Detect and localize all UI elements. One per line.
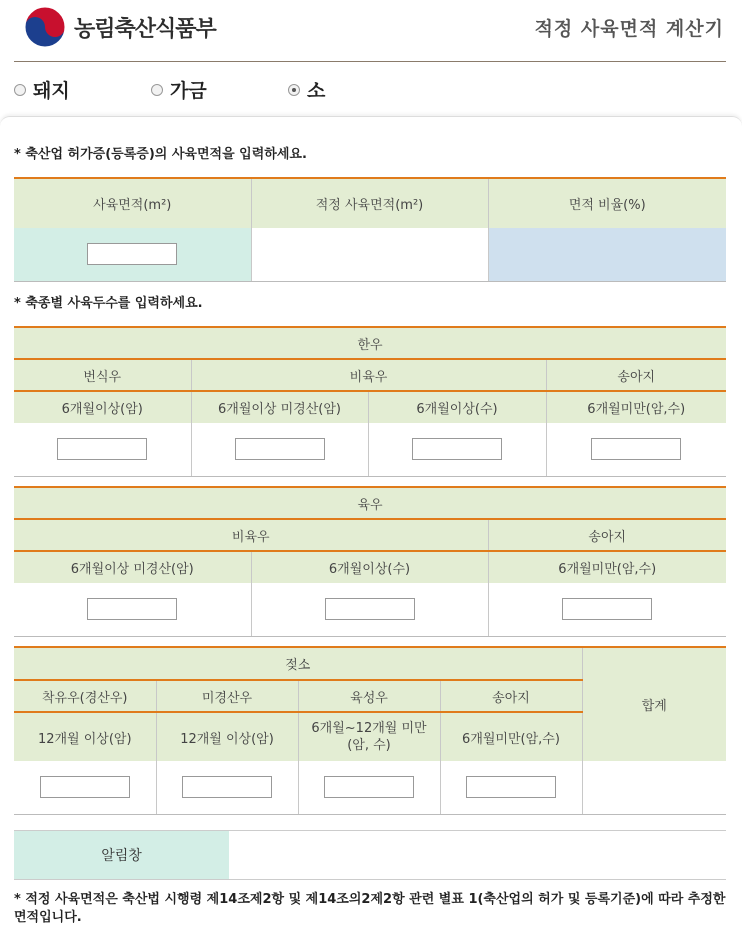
hanwoo-input-2[interactable] (235, 438, 325, 460)
hanwoo-input-cell (368, 423, 546, 476)
yukwoo-group-fattening: 비육우 (14, 519, 488, 551)
species-option-cattle[interactable] (288, 76, 325, 103)
hanwoo-input-cell (191, 423, 368, 476)
area-table (14, 177, 726, 282)
ratio-result (488, 228, 726, 281)
radio-poultry[interactable] (151, 84, 163, 96)
dairy-col: 6개월~12개월 미만 (암, 수) (298, 712, 440, 761)
proper-area-header: 적정 사육면적(m²) (251, 178, 488, 228)
dairy-total-header: 합계 (582, 647, 726, 761)
yukwoo-input-1[interactable] (87, 598, 177, 620)
species-option-poultry[interactable] (151, 76, 207, 103)
dairy-total-result (582, 761, 726, 814)
species-selector (14, 76, 726, 108)
dairy-input-cell (156, 761, 298, 814)
species-option-pig[interactable] (14, 76, 70, 103)
dairy-group-heifer: 미경산우 (156, 680, 298, 712)
notice-bar (14, 830, 726, 880)
dairy-input-3[interactable] (324, 776, 414, 798)
header (14, 0, 726, 62)
page-title: 적정 사육면적 계산기 (534, 18, 724, 40)
hanwoo-input-3[interactable] (412, 438, 502, 460)
dairy-input-cell (440, 761, 582, 814)
hanwoo-col: 6개월이상(암) (14, 391, 191, 423)
hanwoo-input-1[interactable] (57, 438, 147, 460)
yukwoo-group-calf: 송아지 (488, 519, 726, 551)
hanwoo-input-cell (546, 423, 726, 476)
dairy-input-1[interactable] (40, 776, 130, 798)
area-header: 사육면적(m²) (14, 178, 251, 228)
dairy-col: 12개월 이상(암) (156, 712, 298, 761)
yukwoo-col: 6개월미만(암,수) (488, 551, 726, 583)
yukwoo-col: 6개월이상 미경산(암) (14, 551, 251, 583)
species-label: 가금 (170, 80, 207, 102)
dairy-input-2[interactable] (182, 776, 272, 798)
dairy-input-cell (298, 761, 440, 814)
hanwoo-group-calf: 송아지 (546, 359, 726, 391)
dairy-group-growing: 육성우 (298, 680, 440, 712)
area-input[interactable] (87, 243, 177, 265)
area-note: * 축산업 허가증(등록증)의 사육면적을 입력하세요. (14, 147, 307, 162)
dairy-col: 12개월 이상(암) (14, 712, 156, 761)
yukwoo-input-cell (488, 583, 726, 636)
dairy-col: 6개월미만(암,수) (440, 712, 582, 761)
org-name: 농림축산식품부 (74, 17, 216, 42)
yukwoo-col: 6개월이상(수) (251, 551, 488, 583)
dairy-group-calf: 송아지 (440, 680, 582, 712)
yukwoo-input-cell (251, 583, 488, 636)
species-label: 소 (307, 80, 326, 102)
government-emblem-icon (24, 6, 66, 48)
hanwoo-group-fattening: 비육우 (191, 359, 546, 391)
hanwoo-col: 6개월미만(암,수) (546, 391, 726, 423)
yukwoo-input-2[interactable] (325, 598, 415, 620)
yukwoo-input-cell (14, 583, 251, 636)
hanwoo-title: 한우 (14, 327, 726, 359)
dairy-input-4[interactable] (466, 776, 556, 798)
yukwoo-title: 육우 (14, 487, 726, 519)
hanwoo-group-breeding: 번식우 (14, 359, 191, 391)
footnote: * 적정 사육면적은 축산법 시행령 제14조제2항 및 제14조의2제2항 관련 별표 1(축산업의 허가 및 등록기준)에 따라 추정한 면적입니다. (14, 892, 726, 925)
yukwoo-table (14, 486, 726, 637)
hanwoo-table (14, 326, 726, 477)
ratio-header: 면적 비율(%) (488, 178, 726, 228)
count-note: * 축종별 사육두수를 입력하세요. (14, 296, 203, 311)
dairy-input-cell (14, 761, 156, 814)
dairy-table (14, 646, 726, 815)
radio-cattle[interactable] (288, 84, 300, 96)
dairy-group-milking: 착유우(경산우) (14, 680, 156, 712)
proper-area-result (251, 228, 488, 281)
hanwoo-input-4[interactable] (591, 438, 681, 460)
notice-label: 알림창 (14, 831, 229, 879)
hanwoo-col: 6개월이상(수) (368, 391, 546, 423)
hanwoo-input-cell (14, 423, 191, 476)
area-input-cell (14, 228, 251, 281)
species-label: 돼지 (33, 80, 70, 102)
dairy-title: 젖소 (14, 647, 582, 680)
radio-pig[interactable] (14, 84, 26, 96)
yukwoo-input-3[interactable] (562, 598, 652, 620)
hanwoo-col: 6개월이상 미경산(암) (191, 391, 368, 423)
